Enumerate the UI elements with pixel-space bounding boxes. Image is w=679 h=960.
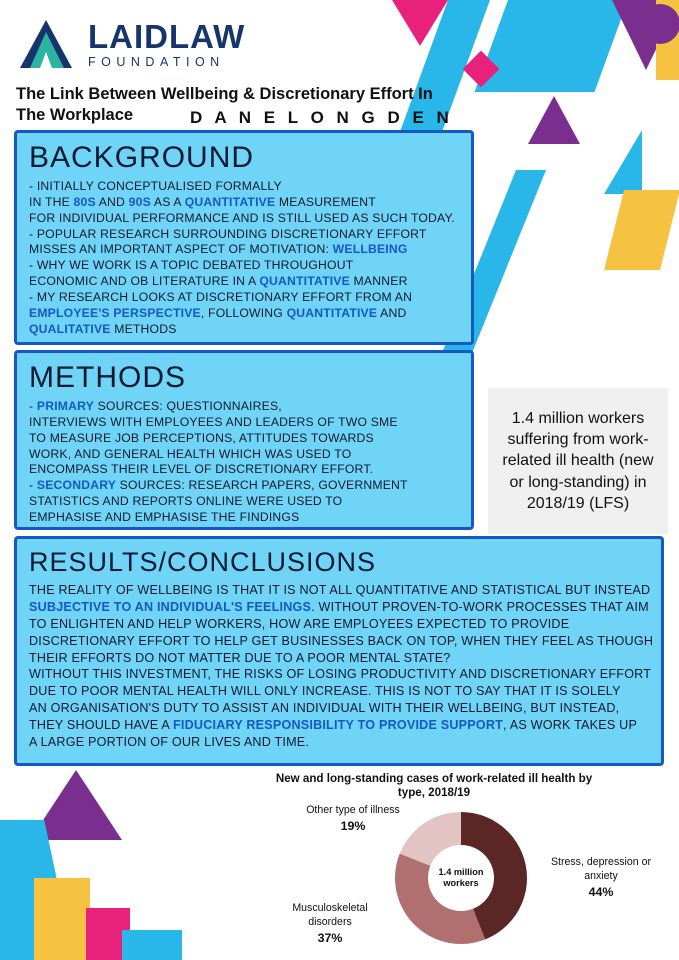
results-line: THEY SHOULD HAVE A FIDUCIARY RESPONSIBILITY TO PROVIDE SUPPORT, AS WORK TAKES UP xyxy=(29,718,638,732)
chart-label-msk-value: 37% xyxy=(317,930,343,945)
background-line: QUALITATIVE METHODS xyxy=(29,321,177,336)
donut-chart xyxy=(395,812,527,944)
results-body xyxy=(29,582,654,751)
methods-line: - PRIMARY SOURCES: QUESTIONNAIRES, xyxy=(29,399,282,413)
chart-label-stress-text: Stress, depression or anxiety xyxy=(550,856,652,882)
stat-text: 1.4 million workers suffering from work-related ill health (new or long-standing) in 2018/19 (LFS) xyxy=(502,410,654,512)
decor-cyan-bar-2 xyxy=(475,0,628,92)
donut-ring xyxy=(395,812,527,944)
logo-title: LAIDLAW xyxy=(88,17,246,55)
methods-line: EMPHASISE AND EMPHASISE THE FINDINGS xyxy=(29,510,300,525)
results-line: SUBJECTIVE TO AN INDIVIDUAL'S FEELINGS. WITHOUT PROVEN-TO-WORK PROCESSES THAT AIM xyxy=(29,599,649,614)
chart-label-other xyxy=(301,804,405,835)
background-line: - INITIALLY CONCEPTUALISED FORMALLY xyxy=(29,179,282,193)
chart-label-other-text: Other type of illness xyxy=(306,804,400,816)
methods-line: - SECONDARY SOURCES: RESEARCH PAPERS, GOVERNMENT xyxy=(29,478,408,493)
chart-label-other-value: 19% xyxy=(340,818,366,833)
results-heading: RESULTS/CONCLUSIONS xyxy=(29,547,377,577)
background-line: - POPULAR RESEARCH SURROUNDING DISCRETIONARY EFFORT xyxy=(29,226,427,241)
background-line: MISSES AN IMPORTANT ASPECT OF MOTIVATION: WELLBEING xyxy=(29,242,408,257)
chart-label-stress xyxy=(537,856,665,900)
chart-label-musculoskeletal xyxy=(275,902,385,946)
results-line: TO ENLIGHTEN AND HELP WORKERS, HOW ARE EMPLOYEES EXPECTED TO PROVIDE xyxy=(29,616,570,631)
section-results xyxy=(14,536,664,766)
methods-line: WORK, AND GENERAL HEALTH WHICH WAS USED TO xyxy=(29,446,352,461)
poster-title: The Link Between Wellbeing & Discretionary Effort In The Workplace xyxy=(16,85,433,124)
results-line: THEIR EFFORTS DO NOT MATTER DUE TO A POOR MENTAL STATE? xyxy=(29,650,451,665)
chart-title: New and long-standing cases of work-related ill health by type, 2018/19 xyxy=(275,772,593,800)
chart-label-stress-value: 44% xyxy=(588,884,614,899)
methods-heading: METHODS xyxy=(29,361,186,394)
decor-cyan-block-bottom-2 xyxy=(122,930,182,960)
methods-line: STATISTICS AND REPORTS ONLINE WERE USED TO xyxy=(29,494,343,509)
methods-line: INTERVIEWS WITH EMPLOYEES AND LEADERS OF TWO SME xyxy=(29,414,398,429)
background-line: - MY RESEARCH LOOKS AT DISCRETIONARY EFFORT FROM AN xyxy=(29,290,413,305)
decor-purple-circle xyxy=(640,4,679,44)
laidlaw-logo xyxy=(20,18,245,70)
background-heading: BACKGROUND xyxy=(29,141,255,174)
results-line: WITHOUT THIS INVESTMENT, THE RISKS OF LOSING PRODUCTIVITY AND DISCRETIONARY EFFORT xyxy=(29,667,652,682)
background-line: FOR INDIVIDUAL PERFORMANCE AND IS STILL USED AS SUCH TODAY. xyxy=(29,210,455,225)
results-line: THE REALITY OF WELLBEING IS THAT IT IS NOT ALL QUANTITATIVE AND STATISTICAL BUT INSTEAD xyxy=(29,583,651,597)
decor-purple-triangle-2 xyxy=(528,96,580,144)
section-methods xyxy=(14,350,474,530)
results-line: DISCRETIONARY EFFORT TO HELP GET BUSINESSES BACK ON TOP, WHEN THEY FEEL AS THOUGH xyxy=(29,633,654,648)
donut-center-line2: workers xyxy=(443,878,479,888)
chart-label-msk-text: Musculoskeletal disorders xyxy=(292,902,368,928)
results-line: AN ORGANISATION'S DUTY TO ASSIST AN INDIVIDUAL WITH THEIR WELLBEING, BUT INSTEAD, xyxy=(29,701,620,716)
stat-callout xyxy=(488,388,668,534)
author-name: D A N E L O N G D E N xyxy=(190,108,453,127)
donut-center-label xyxy=(428,845,494,911)
section-background xyxy=(14,130,474,345)
background-line: - WHY WE WORK IS A TOPIC DEBATED THROUGHOUT xyxy=(29,258,354,273)
laidlaw-logo-icon xyxy=(20,18,76,70)
background-line: IN THE 80S AND 90S AS A QUANTITATIVE MEASUREMENT xyxy=(29,194,376,209)
methods-line: TO MEASURE JOB PERCEPTIONS, ATTITUDES TOWARDS xyxy=(29,430,374,445)
methods-line: ENCOMPASS THEIR LEVEL OF DISCRETIONARY EFFORT. xyxy=(29,462,374,477)
donut-center-line1: 1.4 million xyxy=(438,866,484,877)
decor-yellow-block-mid xyxy=(604,190,679,270)
logo-subtitle: FOUNDATION xyxy=(88,54,225,69)
results-line: DUE TO POOR MENTAL HEALTH WILL ONLY INCREASE. THIS IS NOT TO SAY THAT IT IS SOLELY xyxy=(29,684,621,699)
chart-work-related-ill-health xyxy=(255,772,679,960)
results-line: A LARGE PORTION OF OUR LIVES AND TIME. xyxy=(29,734,310,749)
decor-cyan-triangle-3 xyxy=(604,130,642,194)
background-line: ECONOMIC AND OB LITERATURE IN A QUANTITATIVE MANNER xyxy=(29,274,408,289)
background-line: EMPLOYEE'S PERSPECTIVE, FOLLOWING QUANTITATIVE AND xyxy=(29,305,407,320)
background-body xyxy=(29,179,459,338)
methods-body xyxy=(29,399,459,526)
decor-yellow-block-bottom xyxy=(34,878,90,960)
